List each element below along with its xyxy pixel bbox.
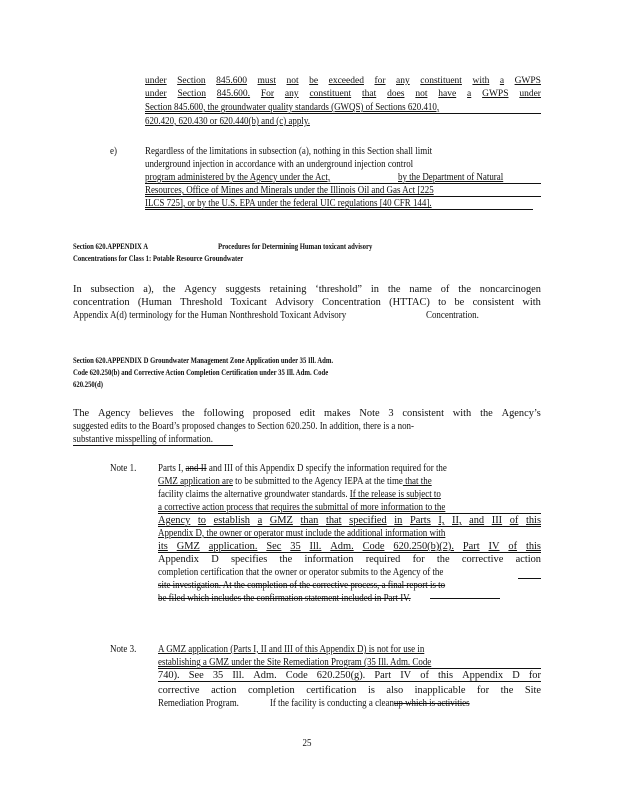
note-3-line-5a: Remediation Program. — [158, 698, 239, 709]
section-d-heading-1: Section 620.APPENDIX D Groundwater Management Zone Application under 35 Ill. Adm. — [73, 355, 334, 365]
word: Agency — [184, 284, 217, 295]
note-1-line-9: completion certification that the owner or operator submits to the Agency of the — [158, 567, 444, 578]
word: I, — [438, 515, 445, 526]
word: corrective — [461, 554, 504, 565]
section-d-heading-3: 620.250(d) — [73, 379, 103, 389]
word: action — [211, 685, 237, 696]
section-d-para-line-3-rule — [73, 445, 233, 446]
word: consistent — [402, 408, 444, 419]
word: and — [469, 515, 485, 526]
top-line-4: 620.420, 620.430 or 620.440(b) and (c) apply. — [145, 116, 310, 127]
word: of — [509, 515, 519, 526]
word: of — [440, 284, 450, 295]
word: establish — [213, 515, 250, 526]
word: a — [499, 76, 505, 86]
item-e-label: e) — [110, 146, 117, 157]
word: consistent — [472, 297, 515, 308]
note-3-line-2: establishing a GMZ under the Site Remediation Program (35 Ill. Adm. Code — [158, 657, 432, 668]
word: the — [162, 284, 176, 295]
note-1-line-3b: If the release is subject to — [349, 489, 441, 500]
word: Agency — [158, 515, 191, 526]
word: Section — [177, 76, 206, 86]
word: 845.600. — [216, 89, 251, 99]
word: See — [188, 670, 204, 681]
item-e-line-3a: program administered by the Agency under the Act, — [145, 172, 331, 183]
note-1-line-1 — [158, 462, 447, 475]
word: does — [387, 89, 405, 99]
note-3-line-5 — [158, 697, 470, 710]
word: any — [284, 89, 299, 99]
word: the — [181, 408, 195, 419]
word: this — [438, 670, 454, 681]
word: a), — [143, 284, 154, 295]
word: under — [519, 89, 541, 99]
word: Ill. — [232, 670, 245, 681]
word: action — [515, 554, 541, 565]
note-3-line-1: A GMZ application (Parts I, II and III of this Appendix D) is not for use in — [158, 644, 425, 655]
word: required — [365, 554, 401, 565]
word: 620.250(g). — [316, 670, 366, 681]
word: for — [476, 685, 490, 696]
word: IV — [400, 670, 412, 681]
word: with — [522, 297, 541, 308]
word: 35 — [212, 670, 224, 681]
word: constituent — [420, 76, 462, 86]
word: Threshold — [180, 297, 223, 308]
section-d-para-line-2: suggested edits to the Board’s proposed changes to Section 620.250. In addition, there is a non- — [73, 421, 415, 432]
word: specifies — [230, 554, 268, 565]
word: information — [304, 554, 354, 565]
item-e-line-1: Regardless of the limitations in subsection (a), nothing in this Section shall limit — [145, 146, 433, 157]
word: GMZ — [269, 515, 293, 526]
word: a — [467, 89, 472, 99]
word: Adm. — [253, 670, 277, 681]
word: ‘threshold” — [315, 284, 363, 295]
word: this — [525, 541, 541, 552]
item-e-line-4: Resources, Office of Mines and Minerals under the Illinois Oil and Gas Act [225 — [145, 185, 434, 196]
word: GWPS — [514, 76, 541, 86]
word: in — [370, 284, 379, 295]
word: a — [257, 515, 263, 526]
word: of — [508, 541, 518, 552]
item-e-line-2: underground injection in accordance with an underground injection control — [145, 159, 414, 170]
word: GWPS — [482, 89, 509, 99]
note-3-label: Note 3. — [110, 644, 137, 655]
note-1-line-10-struck: site investigation. At the completion of the corrective process, a final report is to — [158, 580, 446, 591]
section-a-para-line-3b: Concentration. — [426, 310, 479, 321]
word: The — [73, 408, 90, 419]
word: Appendix — [462, 670, 504, 681]
word: concentration — [73, 297, 130, 308]
word: IV — [488, 541, 500, 552]
note-1-line-1c: and III of this Appendix D specify the information required for the — [206, 463, 447, 474]
word: noncarcinogen — [479, 284, 541, 295]
word: D — [211, 554, 219, 565]
word: with — [472, 76, 490, 86]
word: believes — [139, 408, 174, 419]
word: not — [415, 89, 428, 99]
word: proposed — [252, 408, 291, 419]
word: 740). — [158, 670, 180, 681]
word: Part — [462, 541, 480, 552]
section-a-para-line-2 — [73, 296, 541, 309]
word: under — [145, 89, 167, 99]
section-a-para-line-1 — [73, 283, 541, 296]
word: name — [409, 284, 432, 295]
word: Code — [362, 541, 385, 552]
top-line-1 — [145, 75, 541, 88]
note-1-line-2c: that the — [402, 476, 432, 487]
word: 845.600 — [216, 76, 248, 86]
word: this — [525, 515, 541, 526]
note-1-line-3 — [158, 488, 441, 501]
note-3-line-3-rule — [158, 681, 541, 682]
word: its — [158, 541, 168, 552]
note-1-line-4: a corrective action process that requires the submittal of more information to the — [158, 502, 446, 513]
section-d-para-line-3: substantive misspelling of information. — [73, 434, 213, 445]
word: be — [454, 297, 465, 308]
word: Sec — [266, 541, 282, 552]
word: to — [197, 515, 207, 526]
word: II, — [452, 515, 462, 526]
word: edit — [299, 408, 316, 419]
top-line-2 — [145, 88, 541, 101]
word: than — [300, 515, 319, 526]
note-1-line-8 — [158, 553, 541, 566]
note-1-line-6: Appendix D, the owner or operator must include the additional information with — [158, 528, 446, 539]
word: be — [309, 76, 319, 86]
note-1-line-1a: Parts I, — [158, 463, 186, 474]
word: following — [203, 408, 244, 419]
word: completion — [247, 685, 295, 696]
word: the — [436, 554, 450, 565]
note-1-line-2b: to be submitted to the Agency IEPA at the time — [232, 476, 403, 487]
word: that — [361, 89, 377, 99]
note-1-line-2a: GMZ application are — [158, 476, 233, 487]
word: inapplicable — [414, 685, 466, 696]
word: for — [528, 670, 541, 681]
note-1-line-11-rule — [430, 598, 500, 599]
word: is — [367, 685, 375, 696]
word: certification — [306, 685, 357, 696]
word: For — [260, 89, 275, 99]
word: the — [279, 554, 293, 565]
section-a-heading-2: Concentrations for Class 1: Potable Resource Groundwater — [73, 253, 244, 263]
word: corrective — [158, 685, 200, 696]
note-1-line-1b-struck: and II — [185, 463, 207, 474]
word: subsection — [90, 284, 135, 295]
word: GMZ — [176, 541, 200, 552]
note-1-line-9-rule — [518, 578, 541, 579]
item-e-line-5-rule — [145, 209, 533, 210]
word: D — [512, 670, 520, 681]
word: 3 — [388, 408, 394, 419]
note-1-line-3a: facility claims the alternative groundwater standards. — [158, 489, 350, 500]
word: not — [286, 76, 299, 86]
word: Ill. — [309, 541, 322, 552]
word: of — [420, 670, 429, 681]
word: Adm. — [330, 541, 354, 552]
note-3-line-4 — [158, 684, 541, 697]
word: exceeded — [328, 76, 364, 86]
word: the — [387, 284, 401, 295]
top-line-3: Section 845.600, the groundwater quality standards (GWQS) of Sections 620.410, — [145, 102, 440, 113]
word: (Human — [137, 297, 172, 308]
word: under — [145, 76, 167, 86]
item-e-line-5: ILCS 725], or by the U.S. EPA under the federal UIC regulations [40 CFR 144]. — [145, 198, 432, 209]
word: the — [480, 408, 493, 419]
word: Parts — [409, 515, 431, 526]
word: must — [257, 76, 276, 86]
word: Section — [177, 89, 206, 99]
word: Code — [285, 670, 308, 681]
word: with — [452, 408, 472, 419]
top-line-3-rule — [145, 113, 541, 114]
word: In — [73, 284, 82, 295]
note-1-line-11-struck: be filed which includes the confirmation statement included in Part IV. — [158, 593, 411, 604]
section-a-para-line-3a: Appendix A(d) terminology for the Human Nonthreshold Toxicant Advisory — [73, 310, 347, 321]
word: makes — [324, 408, 351, 419]
word: (HTTAC) — [389, 297, 430, 308]
word: that — [325, 515, 342, 526]
word: for — [412, 554, 425, 565]
word: Note — [359, 408, 380, 419]
section-d-heading-2: Code 620.250(b) and Corrective Action Completion Certification under 35 Ill. Adm. Code — [73, 367, 329, 377]
word: Appendix — [158, 554, 199, 565]
section-a-heading-1b: Procedures for Determining Human toxicant advisory — [218, 241, 373, 251]
word: Concentration — [321, 297, 381, 308]
word: Part — [374, 670, 392, 681]
word: 620.250(b)(2). — [393, 541, 454, 552]
note-3-line-5c-struck: up which is activities — [393, 698, 470, 709]
word: have — [438, 89, 457, 99]
word: suggests — [225, 284, 261, 295]
item-e-line-3b: by the Department of Natural — [398, 172, 504, 183]
word: for — [374, 76, 386, 86]
section-a-heading-1: Section 620.APPENDIX A — [73, 241, 149, 251]
word: the — [500, 685, 514, 696]
word: application. — [208, 541, 258, 552]
word: Toxicant — [230, 297, 267, 308]
word: retaining — [269, 284, 307, 295]
word: the — [458, 284, 471, 295]
word: 35 — [290, 541, 301, 552]
note-1-line-2 — [158, 475, 432, 488]
word: constituent — [309, 89, 352, 99]
note-3-line-5b: If the facility is conducting a clean — [269, 698, 394, 709]
word: Agency — [97, 408, 131, 419]
note-1-label: Note 1. — [110, 463, 137, 474]
word: also — [386, 685, 404, 696]
section-d-para-line-1 — [73, 407, 541, 420]
word: in — [394, 515, 403, 526]
word: any — [396, 76, 410, 86]
word: Agency’s — [501, 408, 541, 419]
word: III — [491, 515, 503, 526]
word: specified — [349, 515, 387, 526]
word: Advisory — [275, 297, 314, 308]
word: Site — [524, 685, 541, 696]
page-number: 25 — [302, 738, 312, 749]
word: to — [438, 297, 447, 308]
